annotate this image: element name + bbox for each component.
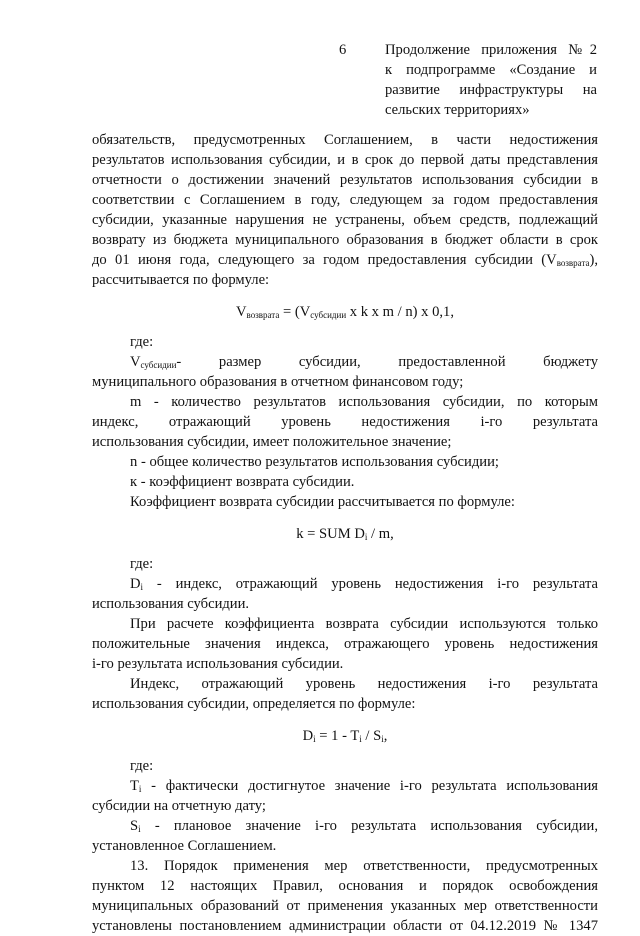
- page-number: 6: [339, 42, 347, 58]
- subscript: возврата: [556, 258, 590, 268]
- definition-t: $T_i$ - фактически достигнутое значение i-го результата использования: [130, 778, 598, 794]
- formula-return-volume: $V_{возврата} = (V_{субсидии}$ x k x m / n) x 0,1,: [236, 304, 454, 320]
- definition-t-cont: субсидии на отчетную дату;: [92, 798, 266, 814]
- positive-values-paragraph: положительные значения индекса, отражающего уровень недостижения: [92, 636, 598, 652]
- definition-d-cont: использования субсидии.: [92, 596, 250, 612]
- where-label: где:: [130, 758, 154, 774]
- intro-line: результатов использования субсидии, и в срок до первой даты представления: [92, 152, 598, 168]
- definition-m: использования субсидии, имеет положительное значение;: [92, 434, 452, 450]
- clause-13: установлены постановлением администрации области от 04.12.2019 № 1347: [92, 918, 598, 934]
- appendix-header-line: сельских территориях»: [385, 102, 530, 118]
- clause-13: 13. Порядок применения мер ответственности, предусмотренных: [130, 858, 598, 874]
- definition-d: $D_i$ - индекс, отражающий уровень недостижения i-го результата: [130, 576, 598, 592]
- where-label: где:: [130, 556, 154, 572]
- definition-v-subsidy: $V_{субсидии}-$ размер субсидии, предоставленной бюджету: [130, 354, 598, 370]
- definition-v-subsidy-cont: муниципального образования в отчетном финансовом году;: [92, 374, 464, 390]
- intro-line: рассчитывается по формуле:: [92, 272, 270, 288]
- appendix-header-line: Продолжение приложения №2: [385, 42, 597, 58]
- intro-line: субсидии, указанные нарушения не устранены, объем средств, подлежащий: [92, 212, 598, 228]
- index-paragraph: Индекс, отражающий уровень недостижения i-го результата: [130, 676, 598, 692]
- definition-s: $S_i$ - плановое значение i-го результата использования субсидии,: [130, 818, 598, 834]
- formula-coefficient: k = SUM $D_i$ / m,: [296, 526, 394, 542]
- definition-m: m - количество результатов использования субсидии, по которым: [130, 394, 598, 410]
- appendix-header-line: развитие инфраструктуры на: [385, 82, 597, 98]
- intro-line-tail: ),: [589, 252, 598, 268]
- clause-13: пунктом 12 настоящих Правил, основания и порядок освобождения: [92, 878, 598, 894]
- definition-s-cont: установленное Соглашением.: [92, 838, 277, 854]
- document-body: [92, 130, 598, 936]
- intro-line-with-subscript: [92, 250, 598, 270]
- definition-m: индекс, отражающий уровень недостижения i-го результата: [92, 414, 598, 430]
- intro-line: соответствии с Соглашением в году, следующем за годом предоставления: [92, 192, 598, 208]
- positive-values-paragraph: При расчете коэффициента возврата субсидии используются только: [130, 616, 598, 632]
- formula-index: $D_i = 1 - T_i / S_i$,: [302, 728, 388, 744]
- definition-k: к - коэффициент возврата субсидии.: [130, 474, 355, 490]
- intro-line: обязательств, предусмотренных Соглашением, в части недостижения: [92, 132, 598, 148]
- where-label: где:: [130, 334, 154, 350]
- coefficient-intro: Коэффициент возврата субсидии рассчитывается по формуле:: [130, 494, 515, 510]
- intro-line: отчетности о достижении значений результатов использования субсидии в: [92, 172, 598, 188]
- appendix-header: [385, 40, 597, 120]
- appendix-header-line: к подпрограмме «Создание и: [385, 62, 597, 78]
- intro-line-text: до 01 июня года, следующего за годом предоставления субсидии (V: [92, 252, 557, 268]
- index-paragraph: использования субсидии, определяется по формуле:: [92, 696, 416, 712]
- definition-n: n - общее количество результатов использования субсидии;: [130, 454, 499, 470]
- positive-values-paragraph: i-го результата использования субсидии.: [92, 656, 344, 672]
- clause-13: муниципальных образований от применения указанных мер ответственности: [92, 898, 598, 914]
- intro-line: возврату из бюджета муниципального образования в бюджет области в срок: [92, 232, 598, 248]
